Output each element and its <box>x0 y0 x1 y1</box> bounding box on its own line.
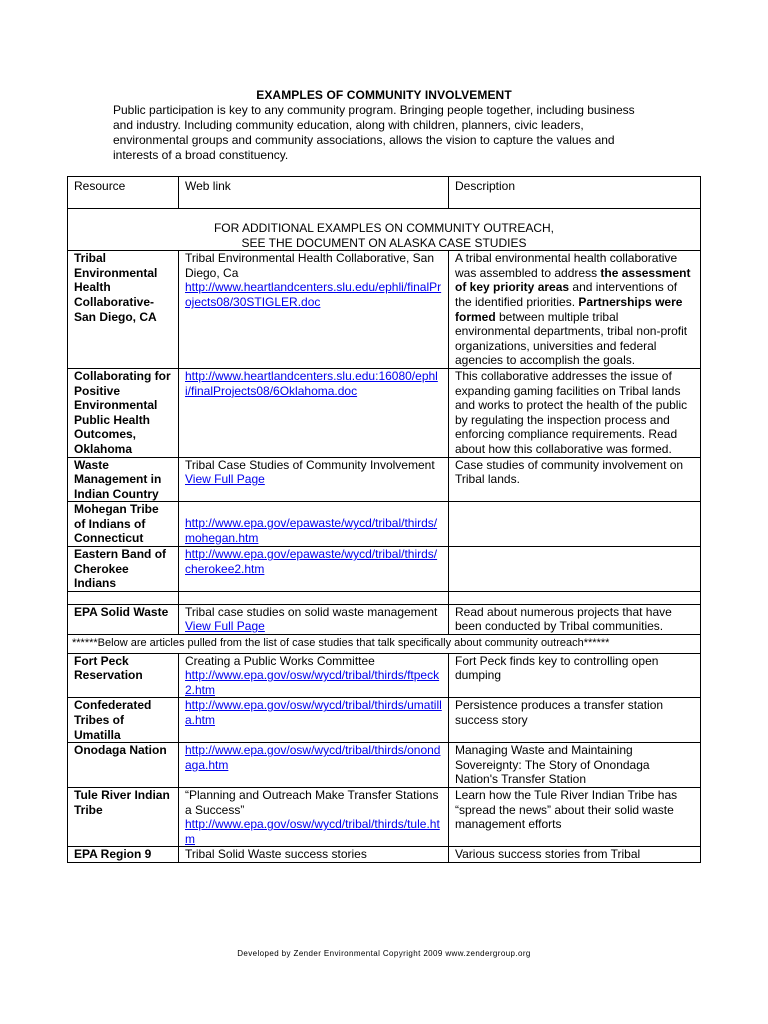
weblink-link[interactable]: http://www.epa.gov/epawaste/wycd/tribal/thirds/cherokee2.htm <box>185 547 438 576</box>
table-header-row <box>68 177 701 209</box>
articles-note-row <box>68 635 701 654</box>
header-resource: Resource <box>68 177 179 209</box>
weblink-text: Tribal case studies on solid waste management <box>185 604 438 619</box>
weblink-link[interactable]: http://www.epa.gov/osw/wycd/tribal/thirds/tule.htm <box>185 817 440 846</box>
weblink-link[interactable]: http://www.epa.gov/osw/wycd/tribal/thirds/ftpeck2.htm <box>185 668 440 697</box>
weblink-cell <box>179 653 449 698</box>
table-row <box>68 698 701 743</box>
weblink-text: “Planning and Outreach Make Transfer Stations a Success” <box>185 787 439 817</box>
weblink-text: Tribal Case Studies of Community Involvement <box>185 457 435 472</box>
table-row <box>68 847 701 863</box>
weblink-link[interactable]: http://www.heartlandcenters.slu.edu:16080/ephli/finalProjects08/6Oklahoma.doc <box>185 368 438 398</box>
table-row <box>68 251 701 369</box>
notice-line-2: SEE THE DOCUMENT ON ALASKA CASE STUDIES <box>241 235 527 250</box>
view-full-page-link[interactable]: View Full Page <box>185 472 265 487</box>
description-emphasis: the assessment of key priority areas <box>455 265 691 295</box>
description-cell: Learn how the Tule River Indian Tribe has “spread the news” about their solid waste management efforts <box>449 787 701 846</box>
table-row <box>68 502 701 547</box>
header-weblink: Web link <box>179 177 449 209</box>
weblink-cell <box>179 457 449 502</box>
description-cell: Read about numerous projects that have been conducted by Tribal communities. <box>449 604 701 634</box>
resource-cell: EPA Solid Waste <box>68 604 179 634</box>
description-cell <box>449 547 701 592</box>
resource-cell: Tribal Environmental Health Collaborative- San Diego, CA <box>68 251 179 369</box>
description-cell: Managing Waste and Maintaining Sovereignty: The Story of Onondaga Nation's Transfer Station <box>449 743 701 788</box>
table-row <box>68 457 701 502</box>
header-description: Description <box>449 177 701 209</box>
weblink-cell <box>179 547 449 592</box>
notice-cell <box>68 209 701 251</box>
footer: Developed by Zender Environmental Copyright 2009 www.zendergroup.org <box>237 949 531 958</box>
description-cell: Persistence produces a transfer station success story <box>449 698 701 743</box>
weblink-text: Tribal Environmental Health Collaborative, San Diego, Ca <box>185 251 435 280</box>
weblink-link[interactable]: http://www.epa.gov/osw/wycd/tribal/thirds/onondaga.htm <box>185 743 441 772</box>
table-row <box>68 547 701 592</box>
notice-row <box>68 209 701 251</box>
articles-note: ******Below are articles pulled from the list of case studies that talk specifically about community outreach****** <box>68 635 701 654</box>
description-cell: This collaborative addresses the issue of expanding gaming facilities on Tribal lands and works to protect the health of the public by regulating the inspection process and enforcing compliance requirements. Read about how this collaborative was formed. <box>449 368 701 457</box>
weblink-link[interactable]: http://www.epa.gov/epawaste/wycd/tribal/thirds/mohegan.htm <box>185 516 438 545</box>
table-row <box>68 653 701 698</box>
spacer-row <box>68 591 701 604</box>
resource-cell: Fort Peck Reservation <box>68 653 179 698</box>
weblink-cell <box>179 787 449 846</box>
table-row <box>68 787 701 846</box>
view-full-page-link[interactable]: View Full Page <box>185 619 265 634</box>
weblink-cell <box>179 368 449 457</box>
weblink-cell <box>179 251 449 369</box>
description-cell <box>449 251 701 369</box>
weblink-link[interactable]: http://www.epa.gov/osw/wycd/tribal/thirds/umatilla.htm <box>185 698 442 727</box>
description-text: between multiple tribal environmental departments, tribal non-profit organizations, universities and federal agencies to accomplish the goals. <box>455 309 688 368</box>
resource-cell: Waste Management in Indian Country <box>68 457 179 502</box>
weblink-link[interactable]: http://www.heartlandcenters.slu.edu/ephli/finalProjects08/30STIGLER.doc <box>185 280 442 309</box>
table-row <box>68 368 701 457</box>
notice-line-1: FOR ADDITIONAL EXAMPLES ON COMMUNITY OUTREACH, <box>213 221 555 235</box>
weblink-cell <box>179 502 449 547</box>
weblink-cell <box>179 698 449 743</box>
weblink-cell <box>179 604 449 634</box>
table-row <box>68 743 701 788</box>
intro-paragraph: Public participation is key to any community program. Bringing people together, including business and industry. Including community education, along with children, planners, civic leaders, environmental groups and community associations, allows the vision to capture the values and interests of a broad constituency. <box>113 103 635 162</box>
weblink-cell: Tribal Solid Waste success stories <box>179 847 449 863</box>
weblink-text: Creating a Public Works Committee <box>185 653 375 668</box>
description-cell <box>449 502 701 547</box>
resource-cell: Mohegan Tribe of Indians of Connecticut <box>68 502 179 547</box>
resource-cell: Eastern Band of Cherokee Indians <box>68 547 179 592</box>
resource-cell: EPA Region 9 <box>68 847 179 863</box>
resource-cell: Collaborating for Positive Environmental Public Health Outcomes, Oklahoma <box>68 368 179 457</box>
description-text: A tribal environmental health collaborative was assembled to address <box>455 251 678 280</box>
resource-cell: Onodaga Nation <box>68 743 179 788</box>
description-cell: Case studies of community involvement on Tribal lands. <box>449 457 701 502</box>
description-emphasis: Partnerships were formed <box>455 294 683 324</box>
description-cell: Various success stories from Tribal <box>449 847 701 863</box>
resources-table <box>67 176 701 863</box>
table-row <box>68 604 701 634</box>
resource-cell: Tule River Indian Tribe <box>68 787 179 846</box>
description-text: and interventions of the identified priorities. <box>455 280 678 309</box>
resource-cell: Confederated Tribes of Umatilla <box>68 698 179 743</box>
page-title: EXAMPLES OF COMMUNITY INVOLVEMENT <box>256 88 512 102</box>
description-cell: Fort Peck finds key to controlling open dumping <box>449 653 701 698</box>
weblink-cell <box>179 743 449 788</box>
